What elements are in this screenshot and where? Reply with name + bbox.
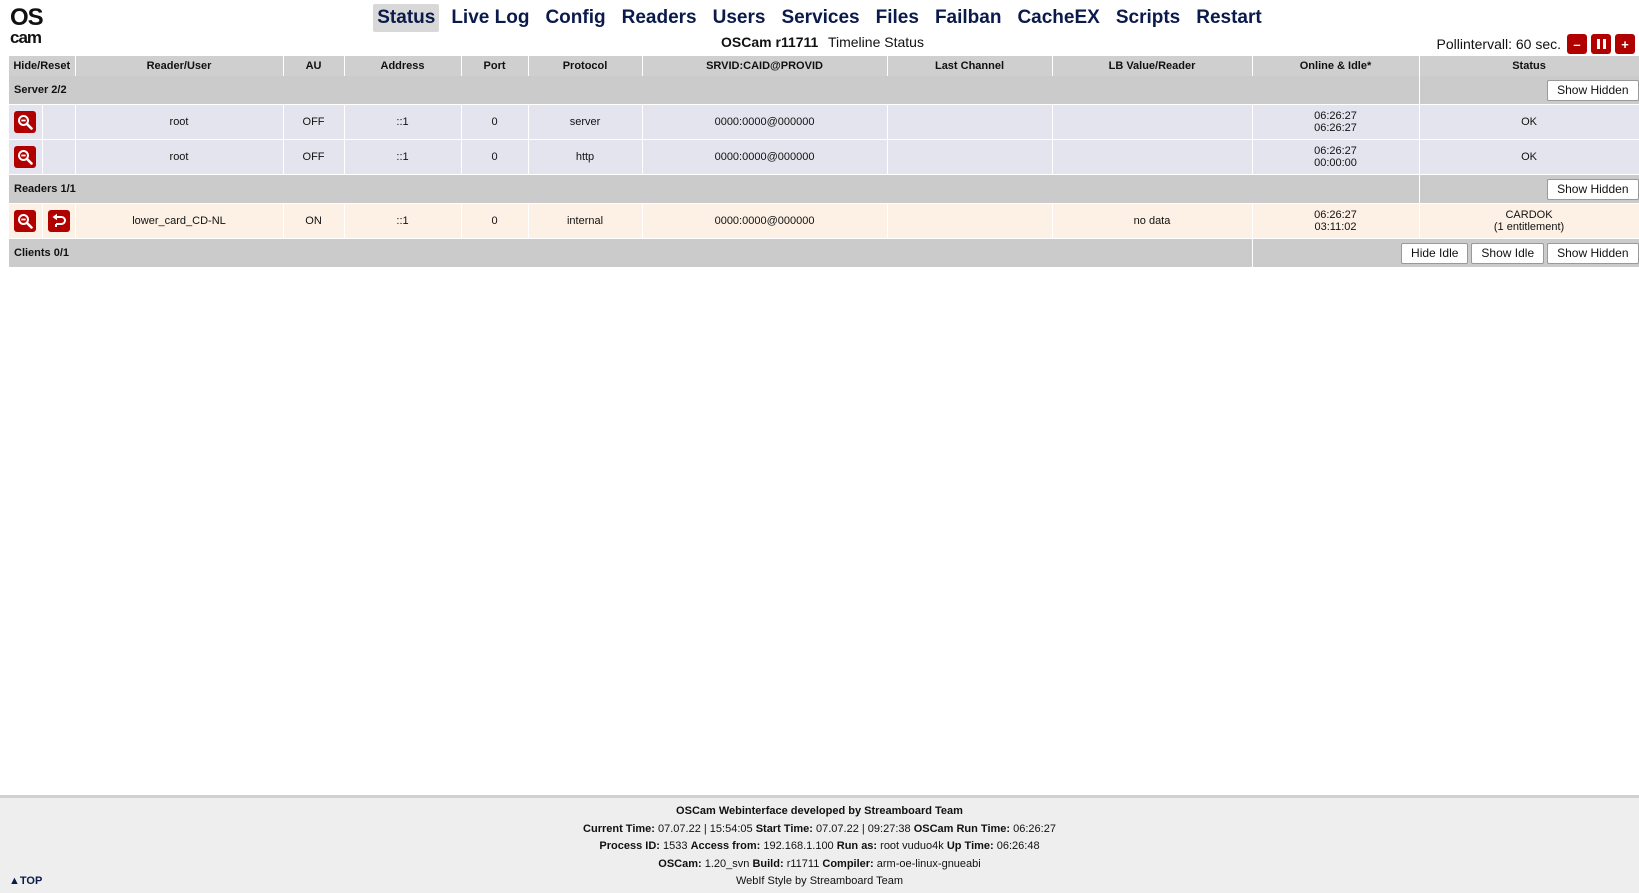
col-srvid: SRVID:CAID@PROVID [642, 56, 887, 76]
reset-icon[interactable] [48, 210, 70, 232]
poll-value: 60 sec. [1515, 36, 1561, 52]
lb-value-cell: no data [1052, 204, 1252, 239]
current-time: 07.07.22 | 15:54:05 [658, 822, 753, 835]
status-cell [1419, 204, 1639, 239]
reset-cell [42, 105, 75, 140]
col-port: Port [461, 56, 528, 76]
poll-pause-button[interactable] [1591, 34, 1611, 54]
protocol-cell: http [528, 140, 642, 175]
oscam-version: 1.20_svn [704, 857, 750, 870]
sub-navigation [0, 34, 1639, 50]
poll-label [1436, 36, 1561, 52]
reset-cell [42, 140, 75, 175]
nav-config[interactable]: Config [545, 7, 606, 28]
online-idle-cell [1252, 140, 1419, 175]
pid-label: Process ID: [599, 840, 660, 853]
footer-credits-text: OSCam Webinterface developed by Streamboard Team [676, 805, 963, 817]
nav-live-log[interactable]: Live Log [451, 7, 530, 28]
au-cell: OFF [283, 105, 344, 140]
col-hide-reset: Hide/Reset [9, 56, 75, 76]
address-cell: ::1 [344, 105, 461, 140]
online-time: 06:26:27 [1314, 145, 1357, 157]
compiler-label: Compiler: [822, 857, 874, 870]
clients-show-hidden-button[interactable]: Show Hidden [1547, 243, 1638, 264]
clients-group-header [9, 239, 1639, 268]
subnav-timeline[interactable]: Timeline [827, 34, 881, 50]
pid: 1533 [663, 840, 688, 853]
col-protocol: Protocol [528, 56, 642, 76]
hide-cell [9, 140, 42, 175]
readers-group-title: Readers 1/1 [9, 175, 1419, 204]
srvid-cell: 0000:0000@000000 [642, 140, 887, 175]
current-time-label: Current Time: [583, 822, 655, 835]
status-table [9, 56, 1639, 268]
srvid-cell: 0000:0000@000000 [642, 204, 887, 239]
compiler: arm-oe-linux-gnueabi [876, 857, 981, 870]
logo-text-cam: cam [10, 28, 42, 47]
back-to-top-link[interactable]: ▲TOP [9, 875, 43, 887]
entitlement-link[interactable]: (1 entitlement) [1493, 221, 1565, 233]
clients-group-actions [1252, 239, 1639, 268]
oscam-label: OSCam: [658, 857, 702, 870]
au-cell: ON [283, 204, 344, 239]
server-group-title: Server 2/2 [9, 76, 1419, 105]
col-au: AU [283, 56, 344, 76]
run-as-label: Run as: [836, 840, 878, 853]
nav-scripts[interactable]: Scripts [1115, 7, 1181, 28]
col-status: Status [1419, 56, 1639, 76]
nav-services[interactable]: Services [781, 7, 860, 28]
access-label: Access from: [690, 840, 761, 853]
nav-status[interactable]: Status [373, 4, 439, 32]
clients-show-idle-button[interactable]: Show Idle [1471, 243, 1544, 264]
lb-value-cell [1052, 140, 1252, 175]
page-footer [0, 795, 1639, 893]
reader-user-cell: root [75, 140, 283, 175]
nav-cacheex[interactable]: CacheEX [1017, 7, 1100, 28]
table-row [9, 140, 1639, 175]
col-last-channel: Last Channel [887, 56, 1052, 76]
nav-readers[interactable]: Readers [621, 7, 697, 28]
nav-users[interactable]: Users [712, 7, 766, 28]
access-ip: 192.168.1.100 [763, 840, 834, 853]
run-as: root vuduo4k [880, 840, 944, 853]
clients-hide-idle-button[interactable]: Hide Idle [1401, 243, 1468, 264]
col-address: Address [344, 56, 461, 76]
last-channel-cell [887, 105, 1052, 140]
protocol-cell: server [528, 105, 642, 140]
nav-restart[interactable]: Restart [1196, 7, 1262, 28]
readers-show-hidden-button[interactable]: Show Hidden [1547, 179, 1638, 200]
poll-decrease-button[interactable]: – [1567, 34, 1587, 54]
online-idle-cell [1252, 105, 1419, 140]
run-time-label: OSCam Run Time: [913, 822, 1011, 835]
address-cell: ::1 [344, 204, 461, 239]
port-cell: 0 [461, 204, 528, 239]
idle-time: 00:00:00 [1314, 157, 1357, 169]
footer-style: WebIf Style by Streamboard Team [735, 875, 904, 888]
table-row [9, 204, 1639, 239]
subnav-status[interactable]: Status [884, 34, 924, 50]
version-label: OSCam r11711 [721, 34, 819, 50]
port-cell: 0 [461, 105, 528, 140]
start-time-label: Start Time: [755, 822, 813, 835]
footer-credits [0, 803, 1639, 821]
status-cell: OK [1419, 140, 1639, 175]
reader-user-cell: root [75, 105, 283, 140]
main-navigation [0, 4, 1639, 32]
uptime: 06:26:48 [996, 840, 1040, 853]
poll-interval-control [1436, 34, 1635, 54]
hide-cell [9, 204, 42, 239]
readers-group-actions [1419, 175, 1639, 204]
uptime-label: Up Time: [946, 840, 994, 853]
srvid-cell: 0000:0000@000000 [642, 105, 887, 140]
zoom-out-icon[interactable] [14, 146, 36, 168]
server-group-header [9, 76, 1639, 105]
table-header-row [9, 56, 1639, 76]
nav-failban[interactable]: Failban [934, 7, 1002, 28]
online-idle-cell [1252, 204, 1419, 239]
server-show-hidden-button[interactable]: Show Hidden [1547, 80, 1638, 101]
online-time: 06:26:27 [1314, 209, 1357, 221]
status-cell: OK [1419, 105, 1639, 140]
poll-label-text: Pollintervall: [1436, 36, 1512, 52]
server-group-actions [1419, 76, 1639, 105]
last-channel-cell [887, 204, 1052, 239]
col-online-idle: Online & Idle* [1252, 56, 1419, 76]
logo-text-os: OS [10, 4, 43, 31]
build: r11711 [786, 857, 820, 870]
address-cell: ::1 [344, 140, 461, 175]
run-time: 06:26:27 [1013, 822, 1056, 835]
table-row [9, 105, 1639, 140]
card-status: CARDOK [1505, 209, 1553, 221]
idle-time: 03:11:02 [1314, 221, 1357, 233]
zoom-out-icon[interactable] [14, 210, 36, 232]
footer-times [0, 821, 1639, 839]
footer-build [0, 856, 1639, 874]
clients-group-title: Clients 0/1 [9, 239, 1252, 268]
reader-user-cell[interactable]: lower_card_CD-NL [75, 204, 283, 239]
last-channel-cell [887, 140, 1052, 175]
online-time: 06:26:27 [1314, 110, 1357, 122]
hide-cell [9, 105, 42, 140]
idle-time: 06:26:27 [1314, 122, 1357, 134]
zoom-out-icon[interactable] [14, 111, 36, 133]
footer-process [0, 838, 1639, 856]
readers-group-header [9, 175, 1639, 204]
build-label: Build: [752, 857, 784, 870]
reset-cell [42, 204, 75, 239]
lb-value-cell [1052, 105, 1252, 140]
start-time: 07.07.22 | 09:27:38 [816, 822, 911, 835]
col-lb-value: LB Value/Reader [1052, 56, 1252, 76]
poll-increase-button[interactable]: + [1615, 34, 1635, 54]
port-cell: 0 [461, 140, 528, 175]
protocol-cell: internal [528, 204, 642, 239]
nav-files[interactable]: Files [875, 7, 919, 28]
col-reader-user: Reader/User [75, 56, 283, 76]
au-cell: OFF [283, 140, 344, 175]
